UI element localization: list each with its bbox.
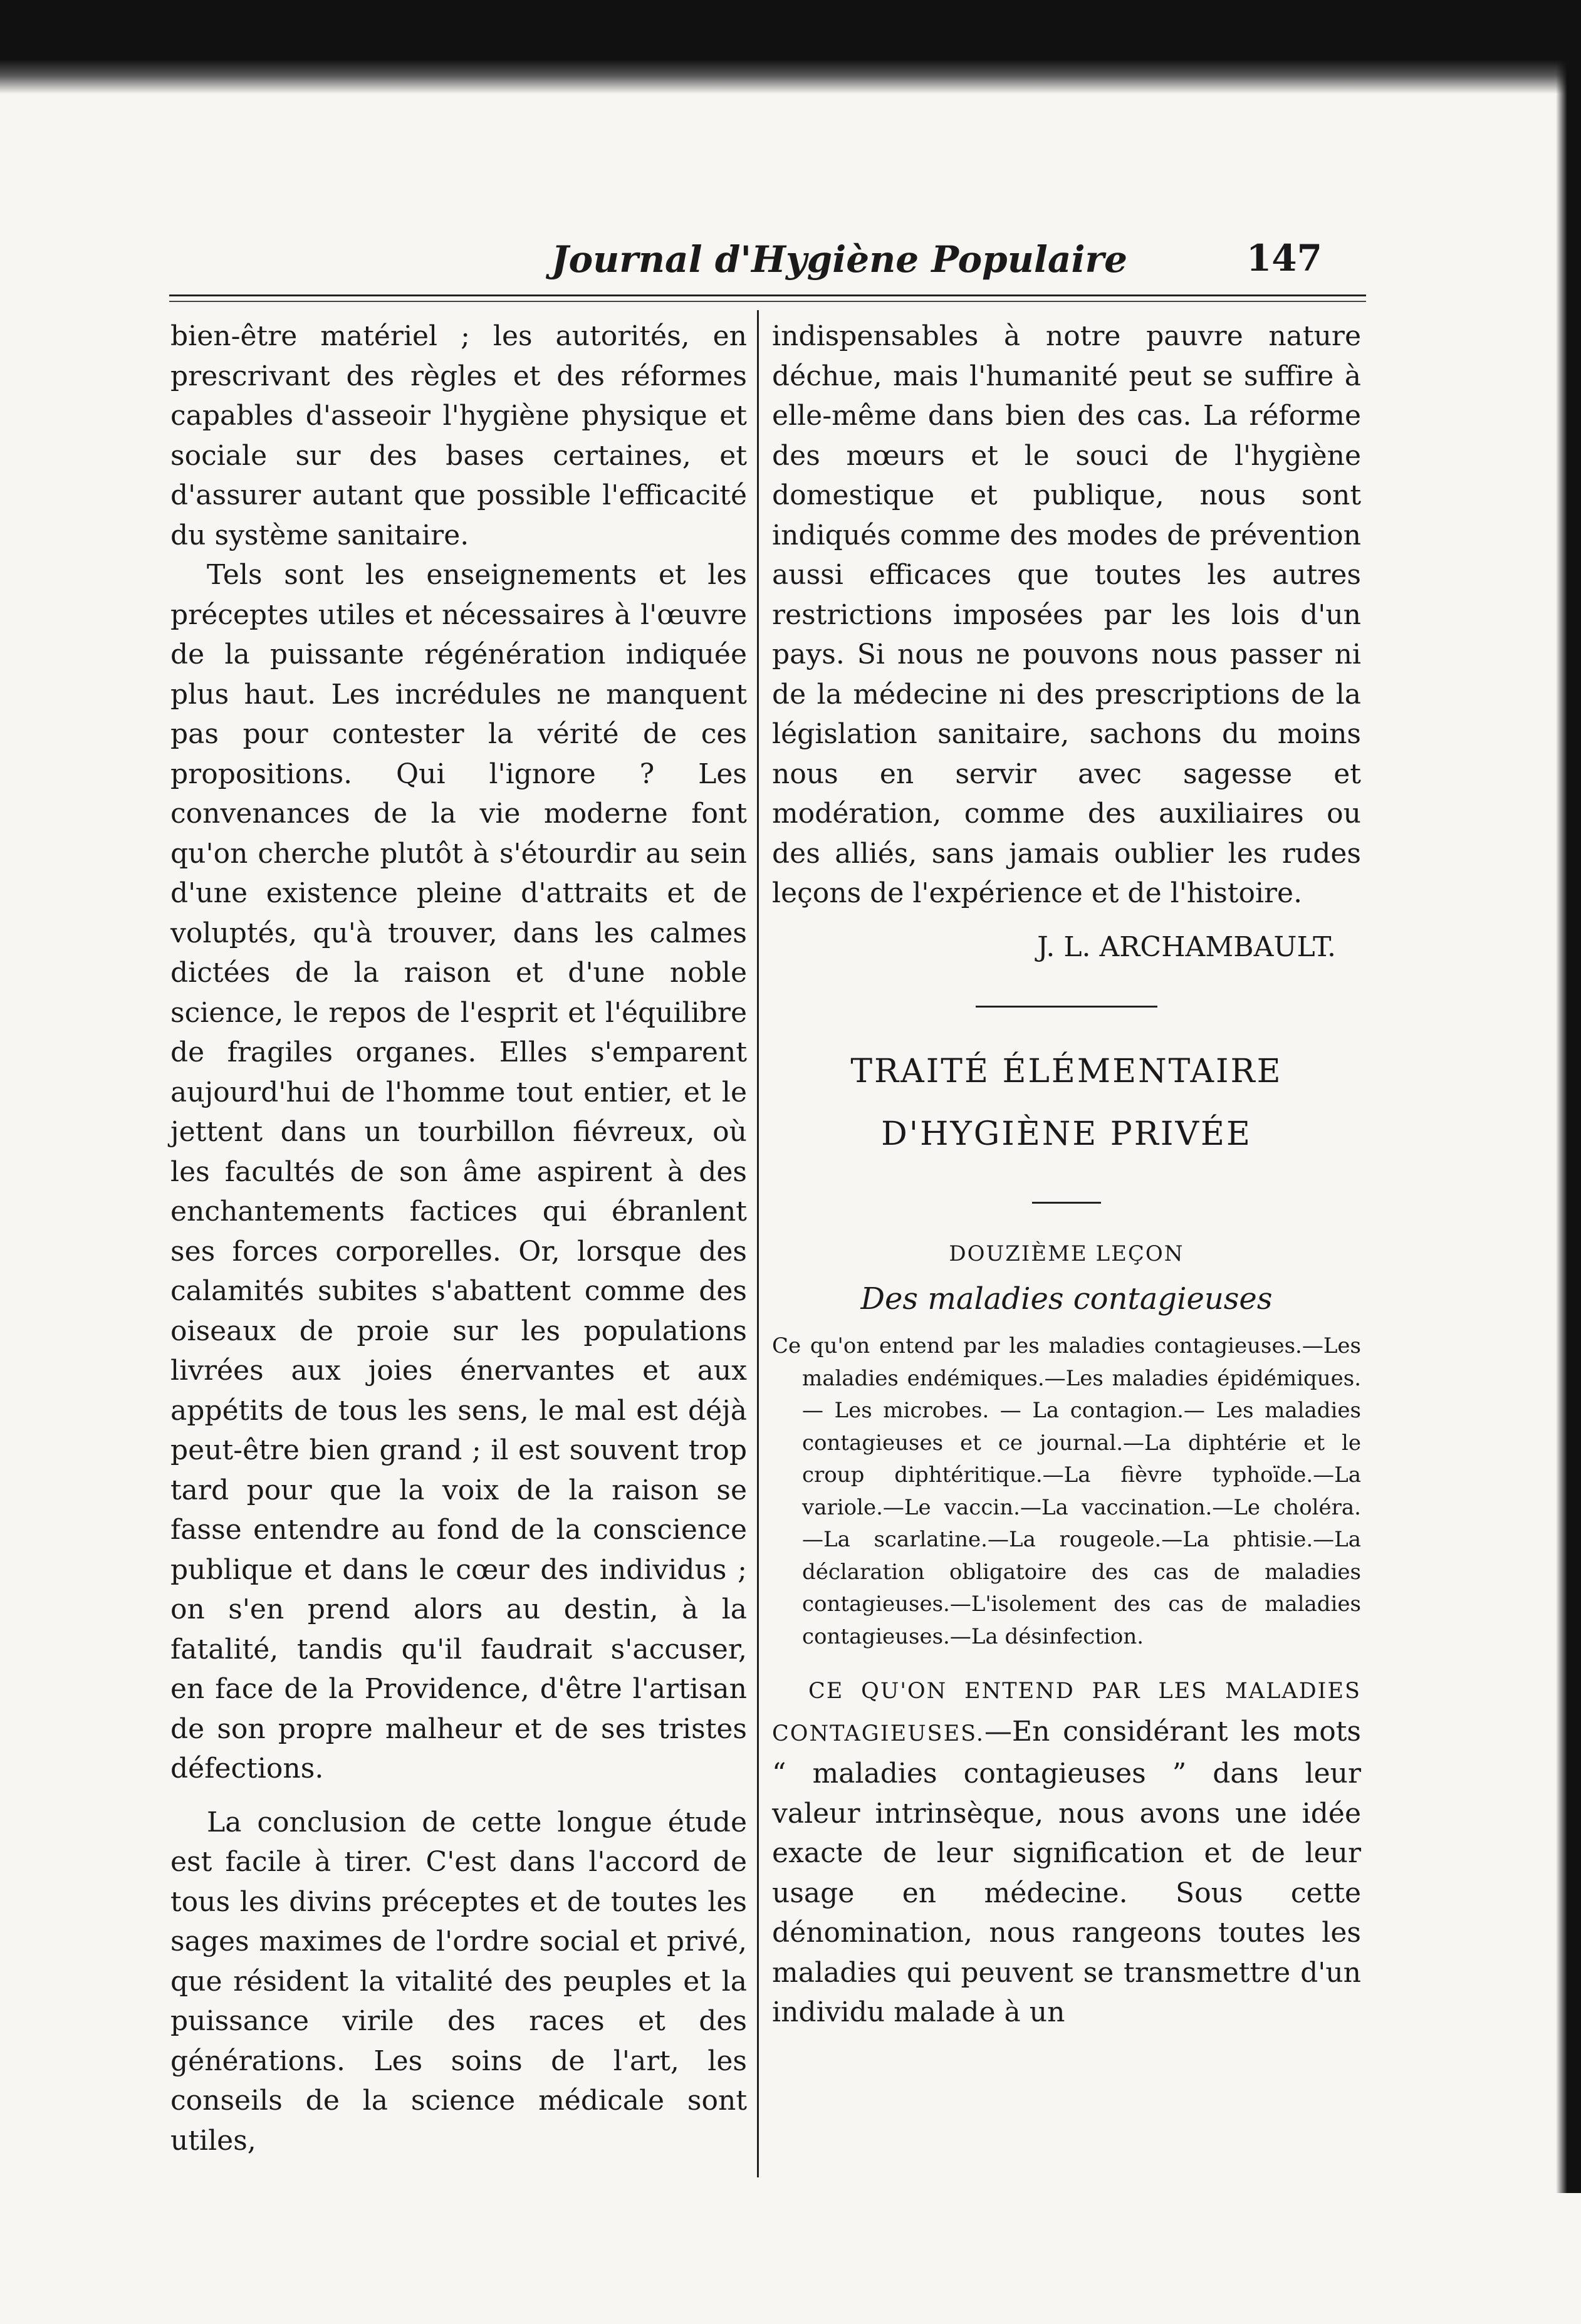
page-header (169, 226, 1372, 294)
header-rule (169, 294, 1366, 296)
section-separator (976, 1006, 1157, 1008)
lesson-subtitle: Des maladies contagieuses (860, 1281, 1273, 1316)
scan-border-top (0, 0, 1581, 94)
left-paragraph-3: La conclusion de cette longue étude est facile à tirer. C'est dans l'accord de tous les divins préceptes et de toutes les sages maximes de l'ordre social et privé, que résident la vitalité des peuples et la puissance virile des races et des générations. Les soins de l'art, les conseils de la science médicale sont utiles, (170, 1806, 747, 2157)
title-separator (1032, 1202, 1101, 1204)
right-paragraph-1: indispensables à notre pauvre nature déchue, mais l'humanité peut se suffire à elle-même dans bien des cas. La réforme des mœurs et le souci de l'hygiène domestique et publique, nous sont indiqués comme des modes de prévention aussi efficaces que toutes les autres restrictions imposées par les lois d'un pays. Si nous ne pouvons nous passer ni de la médecine ni des prescriptions de la législation sanitaire, sachons du moins nous en servir avec sagesse et modération, comme des auxiliaires ou des alliés, sans jamais oublier les rudes leçons de l'expérience et de l'histoire. (772, 320, 1361, 909)
lesson-label: DOUZIÈME LEÇON (949, 1241, 1184, 1266)
lesson-body-heading: CE QU'ON ENTEND PAR LES MALADIES CONTAGIEUSES. (772, 1679, 1361, 1746)
header-rule-secondary (169, 301, 1366, 302)
lesson-summary: Ce qu'on entend par les maladies contagieuses.—Les maladies endémiques.—Les maladies épidémiques.— Les microbes. — La contagion.— Les maladies contagieuses et ce journal.—La diphtérie et le croup diphtéritique.—La fièvre typhoïde.—La variole.—Le vaccin.—La vaccination.—Le choléra.—La scarlatine.—La rougeole.—La phtisie.—La déclaration obligatoire des cas de maladies contagieuses.—L'isolement des cas de maladies contagieuses.—La désinfection. (772, 1333, 1361, 1649)
column-divider (757, 310, 759, 2177)
author-signature: J. L. ARCHAMBAULT. (1037, 930, 1336, 963)
section-title-line-2: D'HYGIÈNE PRIVÉE (881, 1115, 1252, 1153)
page-number: 147 (1246, 237, 1322, 279)
lesson-body-text: —En considérant les mots “ maladies contagieuses ” dans leur valeur intrinsèque, nous avons une idée exacte de leur signification et de leur usage en médecine. Sous cette dénomination, nous rangeons toutes les maladies qui peuvent se transmettre d'un individu malade à un (772, 1715, 1361, 2028)
lesson-body (772, 1669, 1361, 2033)
left-paragraph-1: bien-être matériel ; les autorités, en prescrivant des règles et des réformes capables d'asseoir l'hygiène physique et sociale sur des bases certaines, et d'assurer autant que possible l'efficacité du système sanitaire. (170, 320, 747, 551)
journal-title: Journal d'Hygiène Populaire (551, 238, 1127, 281)
right-column (772, 316, 1361, 2033)
scan-border-right (1556, 0, 1581, 2193)
section-title-line-1: TRAITÉ ÉLÉMENTAIRE (850, 1053, 1283, 1090)
left-paragraph-2: Tels sont les enseignements et les préceptes utiles et nécessaires à l'œuvre de la puissante régénération indiquée plus haut. Les incrédules ne manquent pas pour contester la vérité de ces propositions. Qui l'ignore ? Les convenances de la vie moderne font qu'on cherche plutôt à s'étourdir au sein d'une existence pleine d'attraits et de voluptés, qu'à trouver, dans les calmes dictées de la raison et d'une noble science, le repos de l'esprit et l'équilibre de fragiles organes. Elles s'emparent aujourd'hui de l'homme tout entier, et le jettent dans un tourbillon fiévreux, où les facultés de son âme aspirent à des enchantements factices qui ébranlent ses forces corporelles. Or, lorsque des calamités subites s'abattent comme des oiseaux de proie sur les populations livrées aux joies énervantes et aux appétits de tous les sens, le mal est déjà peut-être bien grand ; il est souvent trop tard pour que la voix de la raison se fasse entendre au fond de la conscience publique et dans le cœur des individus ; on s'en prend alors au destin, à la fatalité, tandis qu'il faudrait s'accuser, en face de la Providence, d'être l'artisan de son propre malheur et de ses tristes défections. (170, 559, 747, 1785)
left-column (170, 316, 747, 2160)
